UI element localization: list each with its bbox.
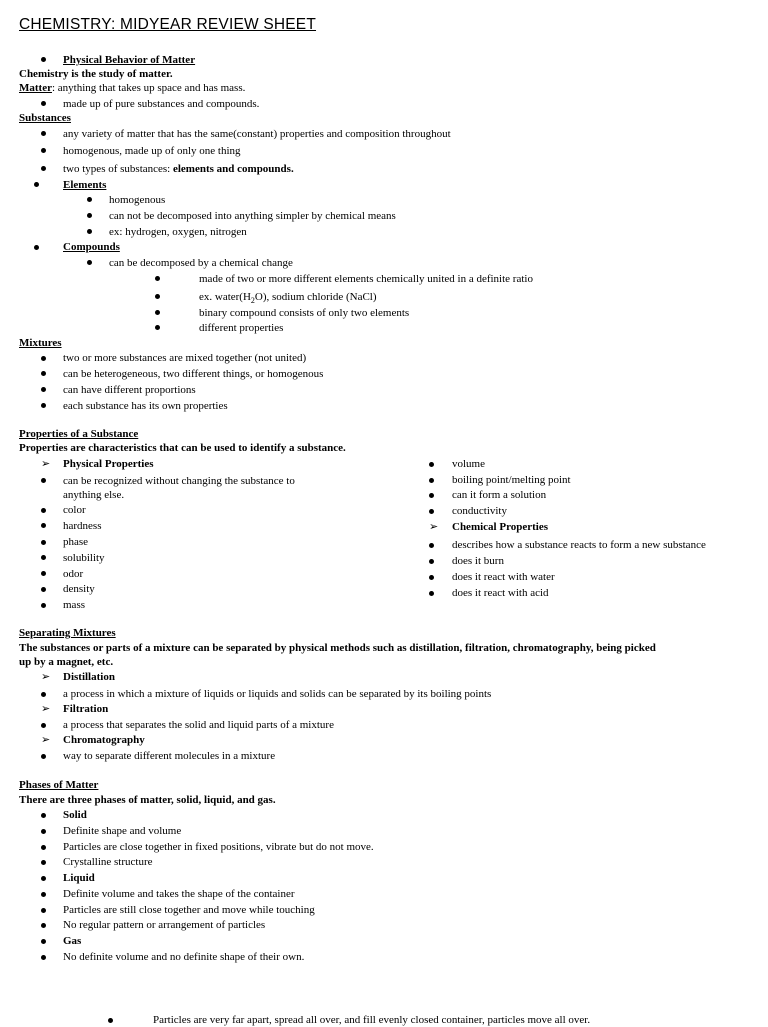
bullet: [41, 148, 46, 153]
bullet: [41, 101, 46, 106]
bullet: [429, 543, 434, 548]
elements-heading: Elements: [63, 179, 107, 191]
phase-liquid: Liquid: [63, 872, 95, 884]
bullet: [155, 276, 160, 281]
bullet: [41, 131, 46, 136]
bullet: [41, 166, 46, 171]
list-item: ex: hydrogen, oxygen, nitrogen: [109, 226, 247, 238]
separating-intro-continuation: up by a magnet, etc.: [19, 656, 114, 668]
water-text: ex. water(H: [199, 291, 251, 303]
method-name: Distillation: [63, 671, 115, 683]
bullet: [87, 197, 92, 202]
bullet: [108, 1018, 113, 1023]
bullet: [87, 213, 92, 218]
method-desc: a process that separates the solid and liquid parts of a mixture: [63, 719, 334, 731]
list-item: conductivity: [452, 505, 507, 517]
bullet: [41, 555, 46, 560]
bullet: [41, 754, 46, 759]
bullet: [155, 310, 160, 315]
list-item: can be recognized without changing the substance to: [63, 475, 295, 487]
intro-text: Chemistry is the study of matter.: [19, 68, 173, 80]
phase-solid: Solid: [63, 809, 87, 821]
bullet: [41, 403, 46, 408]
compounds-heading: Compounds: [63, 241, 120, 253]
arrow-bullet-icon: ➢: [41, 457, 51, 470]
bullet: [41, 523, 46, 528]
water-subscript: 2: [250, 296, 255, 306]
list-item: Particles are close together in fixed positions, vibrate but do not move.: [63, 841, 374, 853]
list-item: does it react with water: [452, 571, 555, 583]
list-item: boiling point/melting point: [452, 474, 571, 486]
list-item: can not be decomposed into anything simpler by chemical means: [109, 210, 396, 222]
bullet: [41, 603, 46, 608]
bullet: [41, 845, 46, 850]
bullet: [41, 860, 46, 865]
method-desc: way to separate different molecules in a mixture: [63, 750, 276, 762]
list-item: color: [63, 504, 86, 516]
arrow-bullet-icon: ➢: [41, 670, 51, 683]
list-item: mass: [63, 599, 85, 611]
bullet: [429, 493, 434, 498]
list-item-text: two types of substances:: [63, 163, 173, 175]
matter-definition: [19, 81, 245, 95]
list-item: [63, 162, 294, 176]
bullet: [87, 260, 92, 265]
list-item: two or more substances are mixed together (not united): [63, 352, 307, 364]
list-item: homogenous, made up of only one thing: [63, 145, 241, 157]
list-item: each substance has its own properties: [63, 400, 228, 412]
list-item: can it form a solution: [452, 489, 547, 501]
substances-heading: Substances: [19, 112, 71, 124]
bullet: [41, 478, 46, 483]
bullet: [429, 559, 434, 564]
bullet: [87, 229, 92, 234]
list-item: does it react with acid: [452, 587, 549, 599]
list-item-continuation: anything else.: [63, 489, 125, 501]
separating-mixtures-heading: Separating Mixtures: [19, 627, 116, 639]
bullet: [41, 540, 46, 545]
list-item: odor: [63, 568, 84, 580]
properties-heading: Properties of a Substance: [19, 428, 139, 440]
bullet: [41, 892, 46, 897]
list-item: different properties: [199, 322, 284, 334]
bullet: [41, 692, 46, 697]
list-item: made of two or more different elements chemically united in a definite ratio: [199, 273, 533, 285]
list-item: Particles are still close together and move while touching: [63, 904, 315, 916]
bullet: [41, 57, 46, 62]
bullet: [41, 723, 46, 728]
list-item: No regular pattern or arrangement of particles: [63, 919, 266, 931]
bullet: [41, 829, 46, 834]
bullet: [155, 294, 160, 299]
bullet: [41, 908, 46, 913]
list-item: any variety of matter that has the same(constant) properties and composition throughout: [63, 128, 451, 140]
bullet: [155, 325, 160, 330]
separating-intro: The substances or parts of a mixture can be separated by physical methods such as distillation, filtration, chromatography, being picked: [19, 642, 656, 654]
section-heading-physical-behavior: Physical Behavior of Matter: [63, 54, 196, 66]
list-item: density: [63, 583, 95, 595]
list-item: hardness: [63, 520, 102, 532]
list-item: can have different proportions: [63, 384, 196, 396]
list-item: binary compound consists of only two elements: [199, 307, 410, 319]
method-name: Filtration: [63, 703, 109, 715]
bullet: [41, 508, 46, 513]
list-item: No definite volume and no definite shape of their own.: [63, 951, 305, 963]
page-title: CHEMISTRY: MIDYEAR REVIEW SHEET: [19, 16, 317, 33]
bullet: [34, 182, 39, 187]
list-item: volume: [452, 458, 485, 470]
list-item-bold: elements and compounds.: [172, 163, 294, 175]
phases-intro: There are three phases of matter, solid, liquid, and gas.: [19, 794, 276, 806]
bullet: [41, 387, 46, 392]
arrow-bullet-icon: ➢: [41, 733, 51, 746]
matter-term: Matter: [19, 82, 52, 94]
bullet: [429, 509, 434, 514]
list-item: Particles are very far apart, spread all over, and fill evenly closed container, particles move all over.: [153, 1014, 591, 1026]
chemical-properties-heading: Chemical Properties: [452, 521, 549, 533]
list-item: homogenous: [109, 194, 166, 206]
bullet: [429, 462, 434, 467]
bullet: [41, 813, 46, 818]
list-item: does it burn: [452, 555, 504, 567]
arrow-bullet-icon: ➢: [41, 702, 51, 715]
bullet: [41, 955, 46, 960]
physical-properties-heading: Physical Properties: [63, 458, 154, 470]
list-item: phase: [63, 536, 89, 548]
bullet: [41, 371, 46, 376]
list-item: can be decomposed by a chemical change: [109, 257, 293, 269]
bullet: [429, 478, 434, 483]
bullet: [429, 591, 434, 596]
list-item: describes how a substance reacts to form a new substance: [452, 539, 706, 551]
list-item: Crystalline structure: [63, 856, 153, 868]
bullet: [41, 923, 46, 928]
bullet: [429, 575, 434, 580]
list-item: Definite shape and volume: [63, 825, 182, 837]
water-tail: O), sodium chloride (NaCl): [254, 291, 377, 303]
phase-gas: Gas: [63, 935, 82, 947]
list-item: can be heterogeneous, two different things, or homogenous: [63, 368, 324, 380]
phases-heading: Phases of Matter: [19, 779, 99, 791]
list-item: Definite volume and takes the shape of the container: [63, 888, 295, 900]
bullet: [41, 939, 46, 944]
properties-intro: Properties are characteristics that can be used to identify a substance.: [19, 442, 346, 454]
bullet: [34, 245, 39, 250]
arrow-bullet-icon: ➢: [429, 520, 439, 533]
bullet: [41, 571, 46, 576]
list-item: made up of pure substances and compounds.: [63, 98, 260, 110]
bullet: [41, 356, 46, 361]
method-desc: a process in which a mixture of liquids or liquids and solids can be separated by its boiling points: [63, 688, 492, 700]
bullet: [41, 876, 46, 881]
method-name: Chromatography: [63, 734, 145, 746]
list-item: solubility: [63, 552, 105, 564]
bullet: [41, 587, 46, 592]
mixtures-heading: Mixtures: [19, 337, 62, 349]
matter-def-text: : anything that takes up space and has mass.: [51, 82, 246, 94]
